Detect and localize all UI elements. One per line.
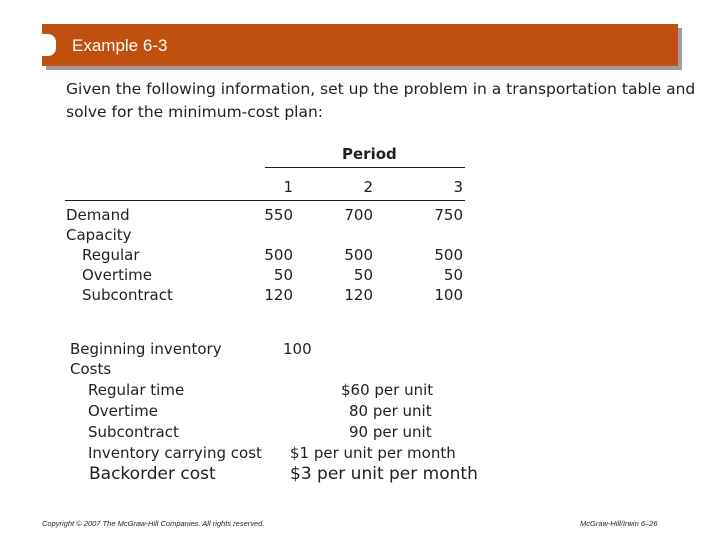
subcontract-period-2: 120 — [344, 286, 373, 304]
demand-period-1: 550 — [264, 206, 293, 224]
beginning-inventory-label: Beginning inventory — [70, 340, 222, 358]
regular-period-3: 500 — [434, 246, 463, 264]
cost-value-overtime: 80 per unit — [349, 402, 432, 420]
regular-period-2: 500 — [344, 246, 373, 264]
row-label-capacity: Capacity — [66, 226, 132, 244]
page-number: McGraw-Hill/Irwin 6–26 — [580, 519, 658, 528]
cost-value-backorder: $3 per unit per month — [290, 464, 478, 484]
costs-label: Costs — [70, 360, 112, 378]
cost-label-overtime: Overtime — [88, 402, 158, 420]
row-label-demand: Demand — [66, 206, 130, 224]
intro-line-1: Given the following information, set up the problem in a transportation table and — [66, 80, 696, 98]
subcontract-period-3: 100 — [434, 286, 463, 304]
row-label-overtime: Overtime — [82, 266, 152, 284]
period-3: 3 — [453, 178, 463, 196]
title-tab-decoration — [42, 34, 56, 56]
table-rule — [65, 200, 465, 201]
demand-period-3: 750 — [434, 206, 463, 224]
row-label-subcontract: Subcontract — [82, 286, 173, 304]
beginning-inventory-value: 100 — [283, 340, 312, 358]
row-label-regular: Regular — [82, 246, 140, 264]
slide-title: Example 6-3 — [72, 36, 168, 55]
cost-label-inventory-carrying: Inventory carrying cost — [88, 444, 262, 462]
overtime-period-2: 50 — [353, 266, 373, 284]
overtime-period-3: 50 — [443, 266, 463, 284]
period-underline — [265, 167, 465, 168]
overtime-period-1: 50 — [273, 266, 293, 284]
cost-label-regular-time: Regular time — [88, 381, 185, 399]
demand-period-2: 700 — [344, 206, 373, 224]
intro-line-2: solve for the minimum-cost plan: — [66, 103, 324, 121]
period-header: Period — [342, 145, 397, 163]
cost-value-inventory-carrying: $1 per unit per month — [290, 444, 456, 462]
cost-value-subcontract: 90 per unit — [349, 423, 432, 441]
regular-period-1: 500 — [264, 246, 293, 264]
cost-label-subcontract: Subcontract — [88, 423, 179, 441]
subcontract-period-1: 120 — [264, 286, 293, 304]
cost-label-backorder: Backorder cost — [89, 464, 216, 484]
period-2: 2 — [363, 178, 373, 196]
copyright-notice: Copyright © 2007 The McGraw-Hill Companies. All rights reserved. — [42, 519, 265, 528]
period-1: 1 — [283, 178, 293, 196]
cost-value-regular-time: $60 per unit — [341, 381, 434, 399]
